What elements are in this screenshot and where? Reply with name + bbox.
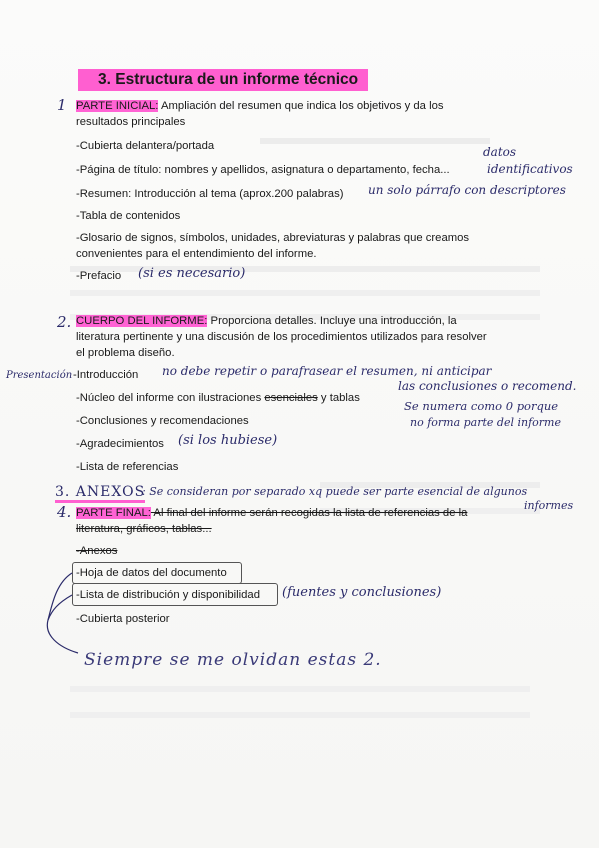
note-anexos: : Se consideran por separado xq puede ser parte esencial de algunos xyxy=(142,485,528,498)
note-datos: datos xyxy=(483,145,517,159)
item-anexos: -Anexos xyxy=(76,545,118,557)
item-cubierta: -Cubierta delantera/portada xyxy=(76,140,215,152)
item-introduccion: -Introducción xyxy=(73,369,139,381)
item-glosario: -Glosario de signos, símbolos, unidades, abreviaturas y palabras que creamos convenientes para el entendimiento del informe. xyxy=(76,232,470,260)
section-3-label: 3. ANEXOS xyxy=(55,484,145,503)
item-pagina-titulo: -Página de título: nombres y apellidos, asignatura o departamento, fecha... xyxy=(76,164,450,176)
item-resumen: -Resumen: Introducción al tema (aprox.200 palabras) xyxy=(76,188,344,200)
note-resumen: un solo párrafo con descriptores xyxy=(368,183,566,197)
section-2-text: Proporciona detalles. Incluye una introducción, la literatura pertinente y una discusión de los procedimientos utilizados para resolver el problema diseño. xyxy=(76,315,487,359)
section-2-heading xyxy=(76,313,496,361)
note-intro: no debe repetir o parafrasear el resumen, ni anticipar xyxy=(162,364,492,378)
section-4-number: 4. xyxy=(57,503,72,521)
section-1-number: 1 xyxy=(57,96,67,114)
item-cubierta-posterior: -Cubierta posterior xyxy=(76,613,170,625)
section-2-label: CUERPO DEL INFORME: xyxy=(76,315,208,327)
item-tabla-contenidos: -Tabla de contenidos xyxy=(76,210,181,222)
item-conclusiones: -Conclusiones y recomendaciones xyxy=(76,415,249,427)
page-title: 3. Estructura de un informe técnico xyxy=(78,69,368,91)
item-referencias: -Lista de referencias xyxy=(76,461,179,473)
note-nucleo-1: Se numera como 0 porque xyxy=(404,399,559,413)
section-1-heading xyxy=(76,98,476,130)
note-prefacio: (si es necesario) xyxy=(138,266,246,281)
note-agradecimientos: (si los hubiese) xyxy=(178,433,278,448)
section-1-text: Ampliación del resumen que indica los objetivos y da los resultados principales xyxy=(76,100,444,128)
section-2-number: 2. xyxy=(57,313,72,331)
note-intro-2: las conclusiones o recomend. xyxy=(398,379,577,393)
section-4-label: PARTE FINAL: xyxy=(76,507,151,519)
item-nucleo xyxy=(76,390,360,406)
section-4-text: Al final del informe serán recogidas la lista de referencias de la literatura, gráficos, tablas... xyxy=(76,507,468,535)
note-nucleo-2: no forma parte del informe xyxy=(410,416,561,429)
note-bottom: Siempre se me olvidan estas 2. xyxy=(84,650,382,670)
item-nucleo-struck: esenciales xyxy=(264,392,318,404)
bracket-arrow xyxy=(28,565,88,660)
note-lista: (fuentes y conclusiones) xyxy=(282,585,442,600)
note-presentacion: Presentación xyxy=(6,370,73,381)
section-4-heading xyxy=(76,505,496,537)
note-identificativos: identificativos xyxy=(487,162,573,176)
item-nucleo-tail: y tablas xyxy=(320,392,360,404)
section-3-anexos xyxy=(55,484,145,500)
item-hoja-datos: -Hoja de datos del documento xyxy=(76,567,227,579)
item-lista-distribucion: -Lista de distribución y disponibilidad xyxy=(76,589,260,601)
note-anexos-2: informes xyxy=(524,499,574,512)
item-nucleo-text: -Núcleo del informe con ilustraciones xyxy=(76,392,262,404)
item-agradecimientos: -Agradecimientos xyxy=(76,438,164,450)
section-1-label: PARTE INICIAL: xyxy=(76,100,159,112)
item-prefacio: -Prefacio xyxy=(76,270,122,282)
